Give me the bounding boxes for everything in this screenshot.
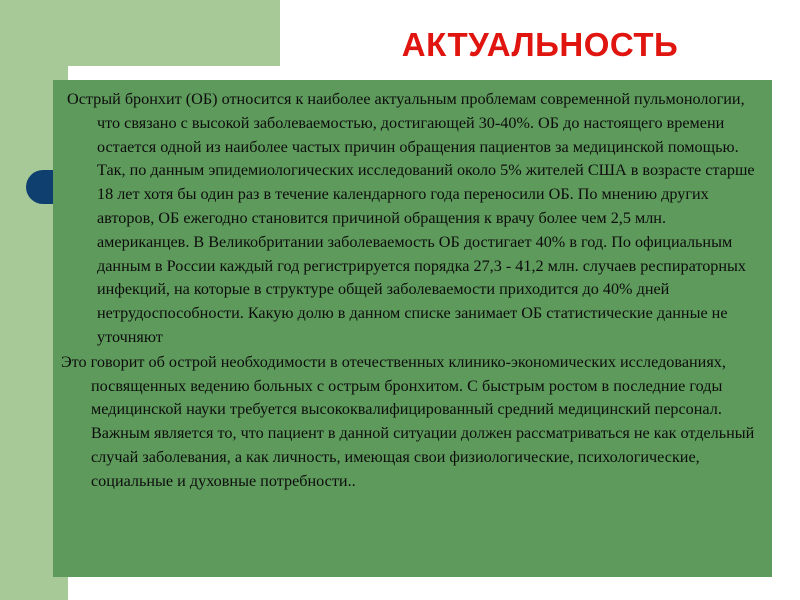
paragraph-necessity: Это говорит об острой необходимости в отечественных клинико-экономических исследованиях, посвященных ведению больных с острым бронхитом. С быстрым ростом в последние годы медицинской науки требуется высококвалифицированный средний медицинский персонал. Важным является то, что пациент в данной ситуации должен рассматриваться не как отдельный случай заболевания, а как личность, имеющая свои физиологические, психологические, социальные и духовные потребности..: [61, 352, 755, 490]
content-box: [53, 80, 772, 577]
paragraph-relevance: Острый бронхит (ОБ) относится к наиболее актуальным проблемам современной пульмонологии, что связано с высокой заболеваемостью, достигающей 30-40%. ОБ до настоящего времени остается одной из наиболее частых причин обращения пациентов за медицинской помощью. Так, по данным эпидемиологических исследований около 5% жителей США в возрасте старше 18 лет хотя бы один раз в течение календарного года переносили ОБ. По мнению других авторов, ОБ ежегодно становится причиной обращения к врачу более чем 2,5 млн. американцев. В Великобритании заболеваемость ОБ достигает 40% в год. По официальным данным в России каждый год регистрируется порядка 27,3 - 41,2 млн. случаев респираторных инфекций, на которые в структуре общей заболеваемости приходится до 40% дней нетрудоспособности. Какую долю в данном списке занимает ОБ статистические данные не уточняют: [67, 90, 755, 346]
slide-title: АКТУАЛЬНОСТЬ: [401, 26, 679, 63]
